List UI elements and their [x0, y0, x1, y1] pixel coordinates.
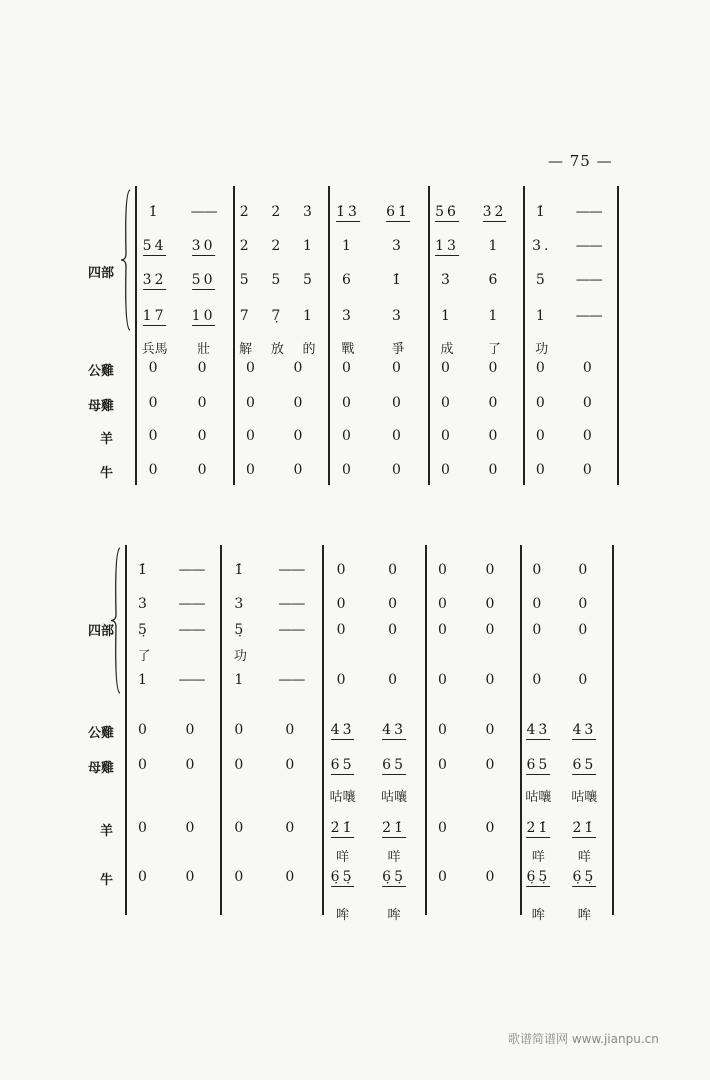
note: 1	[234, 672, 247, 688]
note: ——	[178, 672, 205, 688]
note: 17	[142, 308, 167, 324]
note: 0	[285, 722, 298, 738]
note: ——	[190, 204, 217, 220]
note: 0	[392, 395, 404, 411]
note: 7̣	[271, 308, 284, 324]
note: 2̇1̇	[526, 820, 551, 836]
note: 6̣5̣	[526, 869, 551, 885]
note: 0	[336, 562, 349, 578]
part-label: 母雞	[88, 761, 115, 776]
note: 6̣5̣	[572, 869, 597, 885]
note: 0	[532, 596, 545, 612]
note: 0	[488, 395, 501, 411]
note: 0	[438, 672, 450, 688]
note: 3	[392, 308, 404, 324]
note: 0	[438, 622, 450, 638]
part-label: 公雞	[88, 364, 115, 379]
lyric: 咕嚷	[525, 790, 552, 805]
note: 0	[392, 360, 404, 376]
note: 3	[234, 596, 247, 612]
note: ——	[575, 308, 602, 324]
note: 13	[435, 238, 459, 254]
note: ——	[178, 562, 205, 578]
note: 0	[582, 360, 595, 376]
note: 0	[197, 428, 210, 444]
note: 0	[293, 462, 306, 478]
note: 0	[485, 596, 498, 612]
lyric: 咩	[577, 850, 591, 865]
note: 2̇1̇	[572, 820, 597, 836]
note: 0	[578, 596, 591, 612]
note: 0	[578, 622, 591, 638]
barline	[428, 186, 430, 485]
note: 0	[138, 820, 150, 836]
note: 0	[535, 395, 548, 411]
lyric: 爭	[391, 342, 405, 357]
lyric: 戰	[341, 342, 355, 357]
note: 0	[285, 820, 298, 836]
note: 6̣5̣	[330, 869, 355, 885]
note: 5̇	[535, 272, 548, 288]
note: 0	[388, 562, 401, 578]
note: 0	[293, 395, 306, 411]
note: 1̇	[138, 562, 150, 578]
note: 0	[438, 722, 450, 738]
lyric: 放	[270, 342, 284, 357]
note: 30	[191, 238, 216, 254]
note: 0	[234, 722, 247, 738]
note: 1̇	[392, 272, 404, 288]
note: 2̇	[271, 204, 284, 220]
note: 2̇1̇	[382, 820, 407, 836]
note: 3̇	[303, 204, 315, 220]
note: 0	[535, 462, 548, 478]
note: 0	[441, 360, 453, 376]
note: 3	[342, 308, 354, 324]
note: 6	[342, 272, 354, 288]
lyric: 兵馬	[141, 342, 168, 357]
page-number: — 75 —	[548, 152, 613, 170]
note: 0	[582, 462, 595, 478]
note: 1	[342, 238, 354, 254]
barline	[523, 186, 525, 485]
note: 3̇2̇	[482, 204, 507, 220]
note: 5	[271, 272, 284, 288]
watermark: 歌谱简谱网 www.jianpu.cn	[508, 1032, 659, 1046]
barline	[425, 545, 427, 915]
note: 0	[342, 462, 354, 478]
part-label: 母雞	[88, 399, 115, 414]
note: 65	[330, 757, 355, 773]
note: 3	[392, 238, 404, 254]
note: 0	[488, 360, 501, 376]
note: 4̇3̇	[330, 722, 355, 738]
note: 0	[438, 869, 450, 885]
note: 0	[285, 757, 298, 773]
note: 0	[485, 722, 498, 738]
note: ——	[575, 272, 602, 288]
lyric: 壯	[197, 342, 211, 357]
note: 1	[488, 238, 501, 254]
note: 0	[485, 757, 498, 773]
note: 2̇1̇	[330, 820, 355, 836]
note: 0	[185, 757, 198, 773]
note: 2	[239, 238, 252, 254]
barline	[135, 186, 137, 485]
note: 1	[535, 308, 548, 324]
note: 0	[342, 428, 354, 444]
part-label: 羊	[100, 432, 114, 447]
barline	[233, 186, 235, 485]
note: 1	[441, 308, 453, 324]
note: 0	[293, 360, 306, 376]
note: 0	[578, 672, 591, 688]
lyric: 功	[535, 342, 549, 357]
note: ——	[178, 596, 205, 612]
note: 2̇	[239, 204, 252, 220]
barline	[322, 545, 324, 915]
note: 0	[485, 869, 498, 885]
note: 0	[185, 869, 198, 885]
note: 65	[526, 757, 551, 773]
note: 2	[271, 238, 284, 254]
lyric: 咕嚷	[329, 790, 356, 805]
note: 0	[285, 869, 298, 885]
note: ——	[178, 622, 205, 638]
barline	[328, 186, 330, 485]
note: 0	[582, 428, 595, 444]
lyric: 了	[487, 342, 502, 357]
note: 0	[392, 462, 404, 478]
lyric: 成	[440, 342, 454, 357]
note: 0	[441, 428, 453, 444]
part-label: 牛	[100, 466, 114, 481]
note: 4̇3̇	[526, 722, 551, 738]
note: 0	[532, 622, 545, 638]
lyric: 功	[233, 649, 247, 664]
note: 0	[485, 562, 498, 578]
note: 5̣	[234, 622, 247, 638]
lyric: 哞	[387, 908, 401, 923]
part-label: 牛	[100, 873, 114, 888]
note: 0	[388, 622, 401, 638]
part-label: 公雞	[88, 726, 115, 741]
note: 0	[441, 462, 453, 478]
note: 1	[138, 672, 150, 688]
lyric: 的	[302, 342, 316, 357]
lyric: 了	[137, 649, 151, 664]
note: 0	[388, 672, 401, 688]
note: 0	[148, 428, 161, 444]
note: 0	[342, 360, 354, 376]
note: 0	[388, 596, 401, 612]
note: 0	[234, 869, 247, 885]
note: 0	[246, 428, 258, 444]
note: 0	[234, 757, 247, 773]
note: 5	[239, 272, 252, 288]
note: 0	[293, 428, 306, 444]
lyric: 咩	[387, 850, 401, 865]
note: 0	[532, 672, 545, 688]
brace-icon	[121, 190, 131, 330]
lyric: 哞	[531, 908, 545, 923]
note: 4̇3̇	[382, 722, 407, 738]
note: 5̇6̇	[435, 204, 459, 220]
lyric: 哞	[336, 908, 350, 923]
note: 5	[303, 272, 315, 288]
note: 0	[197, 395, 210, 411]
note: 54	[142, 238, 167, 254]
note: 1	[303, 238, 315, 254]
note: 0	[197, 360, 210, 376]
note: 0	[336, 622, 349, 638]
note: 1̇	[234, 562, 247, 578]
note: 6̣5̣	[382, 869, 407, 885]
barline	[125, 545, 127, 915]
note: 0	[246, 462, 258, 478]
note: 0	[148, 360, 161, 376]
note: 0	[438, 820, 450, 836]
note: 61̇	[386, 204, 410, 220]
note: 5̣	[138, 622, 150, 638]
note: 0	[148, 462, 161, 478]
note: 1̇	[148, 204, 161, 220]
brace-icon	[111, 548, 121, 693]
lyric: 咩	[531, 850, 545, 865]
note: 0	[441, 395, 453, 411]
note: ——	[575, 238, 602, 254]
note: 0	[488, 462, 501, 478]
note: 0	[438, 562, 450, 578]
barline	[617, 186, 619, 485]
note: 0	[578, 562, 591, 578]
note: 0	[246, 360, 258, 376]
note: 0	[342, 395, 354, 411]
note: 0	[148, 395, 161, 411]
barline	[220, 545, 222, 915]
note: 0	[336, 596, 349, 612]
note: 0	[392, 428, 404, 444]
note: 0	[535, 360, 548, 376]
note: 0	[488, 428, 501, 444]
part-label: 羊	[100, 824, 114, 839]
note: 0	[485, 622, 498, 638]
lyric: 解	[239, 342, 253, 357]
note: 0	[535, 428, 548, 444]
group-label: 四部	[88, 266, 115, 281]
note: 0	[138, 869, 150, 885]
note: 0	[197, 462, 210, 478]
note: 0	[234, 820, 247, 836]
note: 0	[532, 562, 545, 578]
lyric: 咕嚷	[571, 790, 598, 805]
note: ——	[278, 596, 305, 612]
group-label: 四部	[88, 624, 115, 639]
note: 0	[185, 722, 198, 738]
note: ——	[278, 672, 305, 688]
note: 0	[438, 757, 450, 773]
note: 10	[191, 308, 216, 324]
note: ——	[278, 562, 305, 578]
lyric: 咕嚷	[381, 790, 408, 805]
note: ——	[278, 622, 305, 638]
note: 0	[485, 672, 498, 688]
note: 0	[582, 395, 595, 411]
lyric: 哞	[577, 908, 591, 923]
lyric: 咩	[336, 850, 350, 865]
note: 65	[382, 757, 407, 773]
note: 0	[138, 757, 150, 773]
note: 3̇2̇	[142, 272, 167, 288]
note: 0	[185, 820, 198, 836]
note: 0	[485, 820, 498, 836]
note: 3	[138, 596, 150, 612]
note: 4̇3̇	[572, 722, 597, 738]
note: 3̇	[441, 272, 453, 288]
note: 0	[246, 395, 258, 411]
note: 0	[438, 596, 450, 612]
note: 3.	[532, 238, 552, 254]
note: 65	[572, 757, 597, 773]
note: 1̇3̇	[336, 204, 360, 220]
barline	[520, 545, 522, 915]
note: 6̇	[488, 272, 501, 288]
note: 1	[303, 308, 315, 324]
barline	[612, 545, 614, 915]
note: 1	[488, 308, 501, 324]
note: 7	[239, 308, 252, 324]
note: 0	[336, 672, 349, 688]
note: 1̇	[535, 204, 548, 220]
note: 50	[191, 272, 216, 288]
note: ——	[575, 204, 602, 220]
note: 0	[138, 722, 150, 738]
